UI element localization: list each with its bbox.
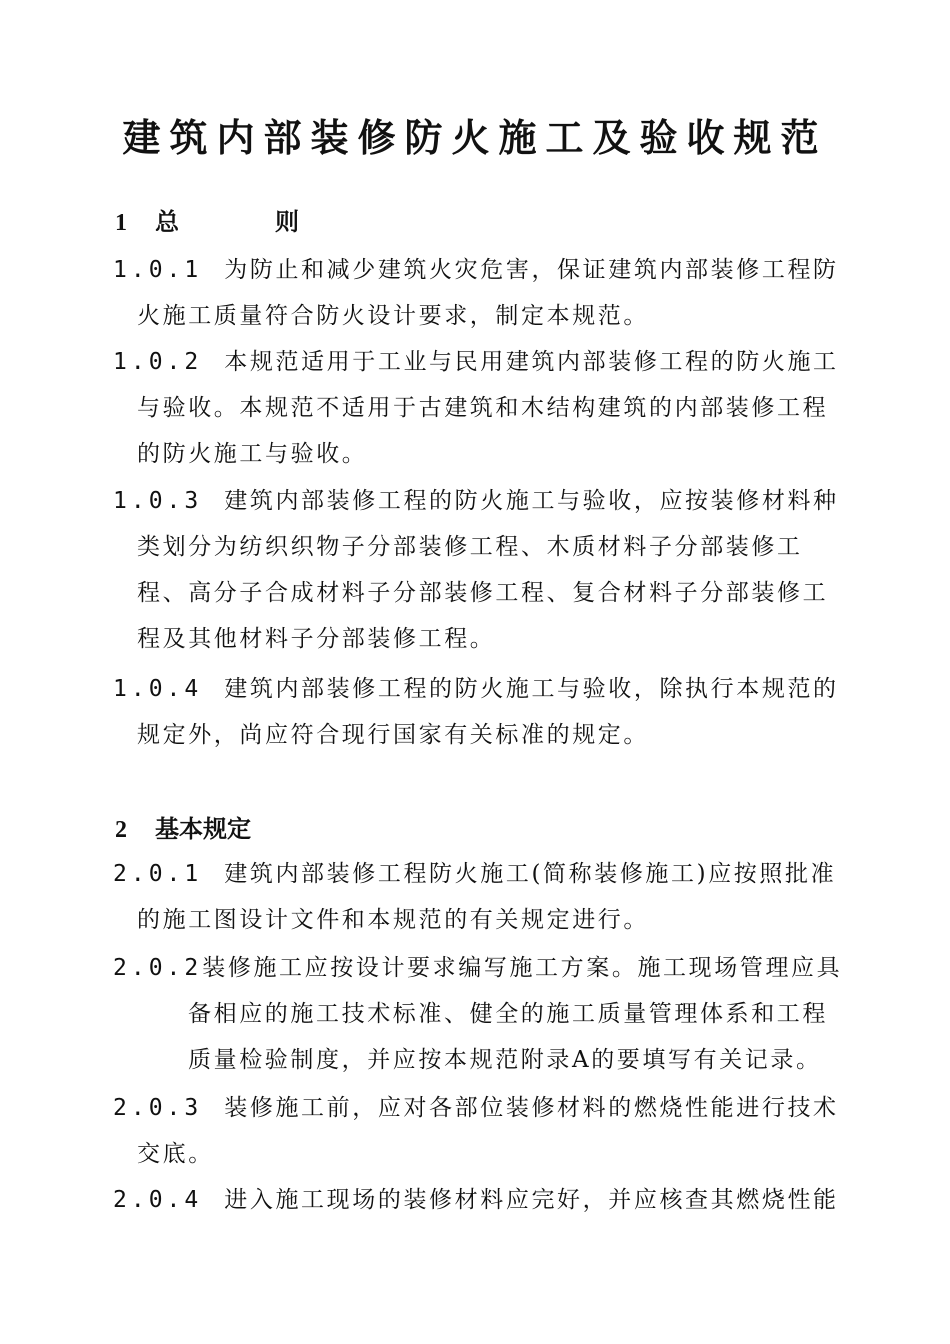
clause-line: 程及其他材料子分部装修工程。: [137, 626, 496, 652]
clause-first-line: [113, 945, 842, 991]
clause-1-0-1: [113, 247, 839, 293]
section-heading-1: [115, 205, 335, 240]
clause-first-line: [113, 1177, 839, 1223]
section-title: 基本规定: [155, 815, 251, 843]
clause-line: 交底。: [137, 1141, 214, 1167]
clause-text: 装修施工应按设计要求编写施工方案。施工现场管理应具: [202, 955, 843, 981]
clause-line: 规定外，尚应符合现行国家有关标准的规定。: [137, 722, 649, 748]
clause-2-0-3: [113, 1085, 839, 1131]
clause-first-line: [113, 666, 839, 712]
section-number: 1: [115, 210, 127, 236]
clause-number: 2.0.2: [113, 955, 203, 981]
clause-line: 程、高分子合成材料子分部装修工程、复合材料子分部装修工: [137, 580, 829, 606]
clause-1-0-3-cont: [137, 524, 828, 662]
clause-2-0-2: [113, 945, 842, 991]
clause-1-0-2-cont: [137, 385, 828, 477]
clause-text: 建筑内部装修工程的防火施工与验收，应按装修材料种: [224, 488, 839, 514]
clause-number: 2.0.1: [113, 861, 203, 887]
clause-text: 建筑内部装修工程的防火施工与验收，除执行本规范的: [224, 676, 839, 702]
clause-2-0-1: [113, 851, 836, 897]
clause-1-0-1-cont: [137, 293, 649, 339]
clause-number: 1.0.3: [113, 488, 203, 514]
clause-1-0-3: [113, 478, 839, 524]
clause-line: 的施工图设计文件和本规范的有关规定进行。: [137, 907, 649, 933]
clause-1-0-4-cont: [137, 712, 649, 758]
clause-line: 火施工质量符合防火设计要求，制定本规范。: [137, 303, 649, 329]
clause-1-0-2: [113, 339, 839, 385]
clause-text: 建筑内部装修工程防火施工(简称装修施工)应按照批准: [224, 861, 837, 887]
clause-number: 2.0.3: [113, 1095, 203, 1121]
clause-line: 质量检验制度，并应按本规范附录A的要填写有关记录。: [188, 1047, 822, 1073]
clause-first-line: [113, 1085, 839, 1131]
clause-line: 与验收。本规范不适用于古建筑和木结构建筑的内部装修工程: [137, 395, 829, 421]
clause-number: 1.0.2: [113, 349, 203, 375]
clause-text: 装修施工前，应对各部位装修材料的燃烧性能进行技术: [224, 1095, 839, 1121]
clause-line: 备相应的施工技术标准、健全的施工质量管理体系和工程: [188, 1001, 828, 1027]
clause-text: 为防止和减少建筑火灾危害，保证建筑内部装修工程防: [224, 257, 839, 283]
clause-2-0-4: [113, 1177, 839, 1223]
clause-first-line: [113, 851, 836, 897]
clause-first-line: [113, 339, 839, 385]
clause-2-0-2-cont: [188, 991, 828, 1083]
clause-number: 1.0.4: [113, 676, 203, 702]
section-heading-2: [115, 812, 251, 847]
clause-text: 本规范适用于工业与民用建筑内部装修工程的防火施工: [224, 349, 839, 375]
clause-line: 的防火施工与验收。: [137, 441, 368, 467]
clause-first-line: [113, 247, 839, 293]
clause-1-0-4: [113, 666, 839, 712]
clause-2-0-3-cont: [137, 1131, 214, 1177]
clause-first-line: [113, 478, 839, 524]
clause-text: 进入施工现场的装修材料应完好，并应核查其燃烧性能: [224, 1187, 839, 1213]
clause-number: 2.0.4: [113, 1187, 203, 1213]
section-number: 2: [115, 817, 127, 843]
clause-number: 1.0.1: [113, 257, 203, 283]
document-title: 建筑内部装修防火施工及验收规范: [122, 116, 828, 160]
clause-line: 类划分为纺织织物子分部装修工程、木质材料子分部装修工: [137, 534, 803, 560]
section-title: 总 则: [155, 208, 335, 236]
clause-2-0-1-cont: [137, 897, 649, 943]
